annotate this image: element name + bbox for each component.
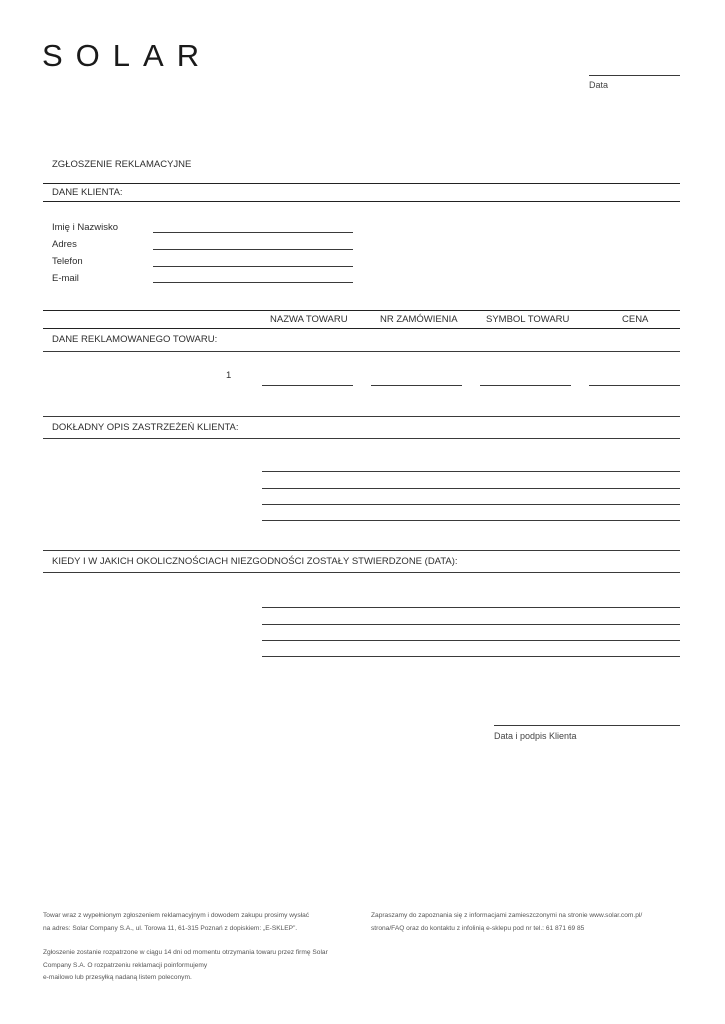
column-product-symbol: SYMBOL TOWARU (486, 314, 570, 325)
circumstances-line[interactable] (262, 607, 680, 608)
circumstances-line[interactable] (262, 640, 680, 641)
date-label: Data (589, 80, 609, 90)
footer-shipping-info (43, 910, 353, 935)
circumstances-line[interactable] (262, 656, 680, 657)
footer-line: Towar wraz z wypełnionym zgłoszeniem reklamacyjnym i dowodem zakupu prosimy wysłać (43, 912, 310, 919)
product-name-field[interactable] (262, 385, 353, 386)
divider (43, 550, 680, 551)
divider (43, 438, 680, 439)
description-line[interactable] (262, 520, 680, 521)
product-section-label: DANE REKLAMOWANEGO TOWARU: (52, 334, 218, 345)
footer-line: strona/FAQ oraz do kontaktu z infolinią e-sklepu pod nr tel.: 61 871 69 85 (371, 924, 585, 932)
footer-line: Zgłoszenie zostanie rozpatrzone w ciągu 14 dni od momentu otrzymania towaru przez firmę Solar (43, 949, 328, 956)
signature-line[interactable] (494, 725, 680, 726)
divider (43, 328, 680, 329)
form-title: ZGŁOSZENIE REKLAMACYJNE (52, 159, 192, 170)
footer-line: Company S.A. O rozpatrzeniu reklamacji poinformujemy (43, 961, 208, 969)
email-field[interactable] (153, 282, 353, 283)
order-number-field[interactable] (371, 385, 462, 386)
footer-processing-info (43, 947, 353, 985)
name-label: Imię i Nazwisko (52, 222, 118, 233)
divider (43, 201, 680, 202)
description-line[interactable] (262, 488, 680, 489)
row-number: 1 (226, 370, 232, 381)
footer-contact-info (371, 910, 681, 935)
name-field[interactable] (153, 232, 353, 233)
email-label: E-mail (52, 273, 79, 284)
divider (43, 572, 680, 573)
description-line[interactable] (262, 504, 680, 505)
column-order-number: NR ZAMÓWIENIA (380, 314, 458, 325)
phone-field[interactable] (153, 266, 353, 267)
column-product-name: NAZWA TOWARU (270, 314, 348, 325)
phone-label: Telefon (52, 256, 83, 267)
address-field[interactable] (153, 249, 353, 250)
description-section-label: DOKŁADNY OPIS ZASTRZEŻEŃ KLIENTA: (52, 422, 239, 433)
column-price: CENA (622, 314, 649, 325)
date-line[interactable] (589, 75, 680, 76)
divider (43, 351, 680, 352)
circumstances-section-label: KIEDY I W JAKICH OKOLICZNOŚCIACH NIEZGODNOŚCI ZOSTAŁY STWIERDZONE (DATA): (52, 556, 458, 567)
circumstances-line[interactable] (262, 624, 680, 625)
footer-line: Zapraszamy do zapoznania się z informacjami zamieszczonymi na stronie www.solar.com.pl/ (371, 912, 643, 919)
footer-line: e-mailowo lub przesyłką nadaną listem poleconym. (43, 974, 192, 981)
description-line[interactable] (262, 471, 680, 472)
address-label: Adres (52, 239, 77, 250)
divider (43, 183, 680, 184)
divider (43, 416, 680, 417)
solar-logo: SOLAR (42, 38, 213, 73)
client-section-label: DANE KLIENTA: (52, 187, 123, 198)
signature-label: Data i podpis Klienta (494, 731, 577, 741)
divider (43, 310, 680, 311)
footer-line: na adres: Solar Company S.A., ul. Torowa 11, 61-315 Poznań z dopiskiem: „E-SKLEP”. (43, 924, 298, 932)
product-symbol-field[interactable] (480, 385, 571, 386)
price-field[interactable] (589, 385, 680, 386)
